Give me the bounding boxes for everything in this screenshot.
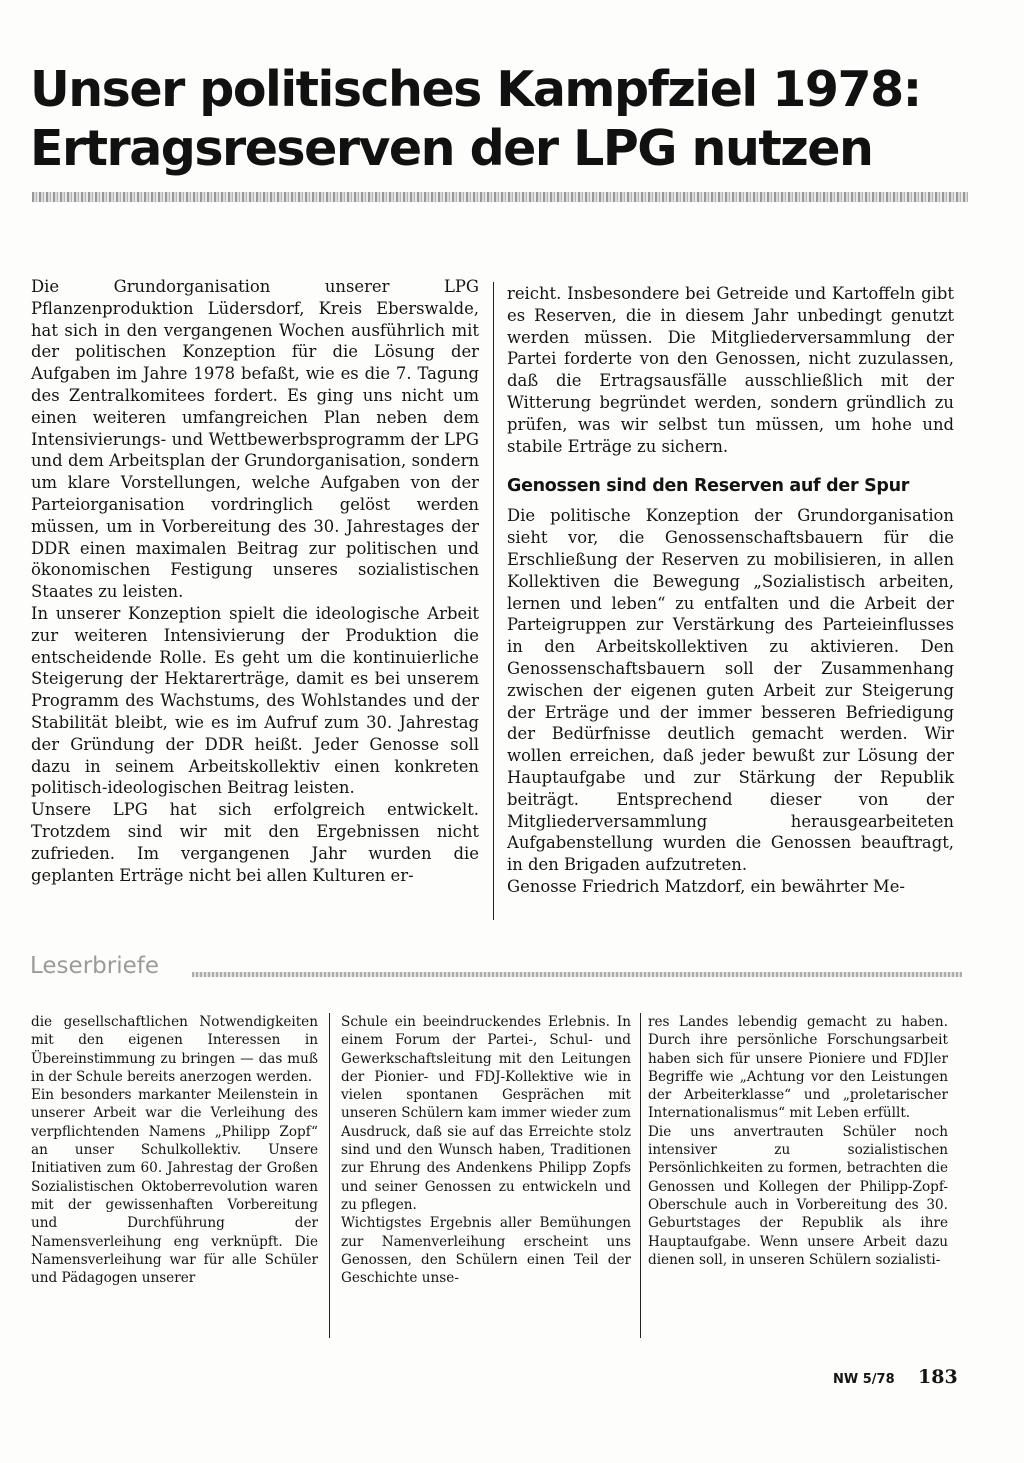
paragraph: Ein besonders markanter Meilenstein in unserer Arbeit war die Verleihung des verpflichtenden Namens „Philipp Zopf“ an unser Schulkollektiv. Unsere Initiativen zum 60. Jahrestag der Großen Sozialistischen Oktoberrevolution waren mit der gewissenhaften Vorbereitung und Durchführung der Namensverleihung eng verknüpft. Die Namensverleihung war für alle Schüler und Pädagogen unserer — [31, 1087, 318, 1287]
paragraph: Schule ein beeindruckendes Erlebnis. In einem Forum der Partei-, Schul- und Gewerkschaftsleitung mit den Leitungen der Pionier- und FDJ-Kollektive wie in vielen spontanen Gesprächen mit unseren Schülern kam immer wieder zum Ausdruck, daß sie auf das Erreichte stolz sind und den Wunsch haben, Traditionen zur Ehrung des Andenkens Philipp Zopfs und seiner Genossen zu entwickeln und zu pflegen. — [341, 1014, 631, 1213]
page-number: 183 — [918, 1366, 958, 1388]
paragraph: Wichtigstes Ergebnis aller Bemühungen zur Namenverleihung erscheint uns Genossen, den Schülern einen Teil der Geschichte unse- — [341, 1215, 631, 1287]
paragraph: reicht. Insbesondere bei Getreide und Kartoffeln gibt es Reserven, die in diesem Jahr unbedingt genutzt werden müssen. Die Mitgliederversammlung der Partei forderte von den Genossen, nicht zuzulassen, daß die Ertragsausfälle ausschließlich mit der Witterung begründet werden, sondern gründlich zu prüfen, was wir selbst tun müssen, um hohe und stabile Erträge zu sichern. — [507, 284, 954, 456]
magazine-issue: NW 5/78 — [833, 1372, 895, 1387]
paragraph: die gesellschaftlichen Notwendigkeiten mit den eigenen Interessen in Übereinstimmung zu bringen — das muß in der Schule bereits anerzogen werden. — [31, 1014, 318, 1085]
paragraph: In unserer Konzeption spielt die ideologische Arbeit zur weiteren Intensivierung der Produktion die entscheidende Rolle. Es geht um die kontinuierliche Steigerung der Hektarerträge, damit es bei unserem Programm des Wachstums, des Wohlstandes und der Stabilität bleibt, wie es im Aufruf zum 30. Jahrestag der Gründung der DDR heißt. Jeder Genosse soll dazu in seinem Arbeitskollektiv einen konkreten politisch-ideologischen Beitrag leisten. — [31, 603, 479, 798]
paragraph: Die politische Konzeption der Grundorganisation sieht vor, die Genossenschaftsbauern für die Erschließung der Reserven zu mobilisieren, in allen Kollektiven die Bewegung „Sozialistisch arbeiten, lernen und leben“ zu entfalten und die Arbeit der Parteigruppen zur Verstärkung des Parteieinflusses in den Arbeitskollektiven zu aktivieren. Den Genossenschaftsbauern soll der Zusammenhang zwischen der eigenen guten Arbeit zur Steigerung der Erträge und der immer besseren Befriedigung der Bedürfnisse deutlich gemacht werden. Wir wollen erreichen, daß jeder bewußt zur Lösung der Hauptaufgabe und zur Stärkung der Republik beiträgt. Entsprechend dieser von der Mitgliederversammlung herausgearbeiteten Aufgabenstellung wurden die Genossen beauftragt, in den Brigaden aufzutreten. — [507, 506, 954, 875]
paragraph: Die uns anvertrauten Schüler noch intensiver zu sozialistischen Persönlichkeiten zu formen, betrachten die Genossen und Kollegen der Philipp-Zopf-Oberschule auch in Vorbereitung des 30. Geburtstages der Republik als ihre Hauptaufgabe. Wenn unsere Arbeit dazu dienen soll, in unseren Schülern sozialisti- — [648, 1123, 948, 1268]
article-column-1 — [31, 276, 479, 886]
letters-column-3 — [648, 1013, 948, 1269]
title-rule — [32, 192, 968, 202]
subheading: Genossen sind den Reserven auf der Spur — [507, 476, 910, 497]
paragraph: Die Grundorganisation unserer LPG Pflanzenproduktion Lüdersdorf, Kreis Eberswalde, hat sich in den vergangenen Wochen ausführlich mit der politischen Konzeption für die Lösung der Aufgaben im Jahre 1978 befaßt, wie es die 7. Tagung des Zentralkomitees fordert. Es ging uns nicht um einen weiteren umfangreichen Plan neben dem Intensivierungs- und Wettbewerbsprogramm der LPG und dem Arbeitsplan der Grundorganisation, sondern um klare Vorstellungen, welche Aufgaben von der Parteiorganisation vordringlich gelöst werden müssen, um in Vorbereitung des 30. Jahrestages der DDR einen maximalen Beitrag zur politischen und ökonomischen Festigung unseres sozialistischen Staates zu leisten. — [31, 277, 479, 602]
column-divider — [493, 282, 494, 920]
letters-column-1 — [31, 1013, 318, 1287]
section-label: Leserbriefe — [30, 953, 159, 979]
column-divider — [329, 1013, 330, 1338]
column-divider — [640, 1013, 641, 1338]
article-title: Unser politisches Kampfziel 1978: Ertragsreserven der LPG nutzen — [30, 61, 921, 177]
paragraph: Genosse Friedrich Matzdorf, ein bewährter Me- — [507, 876, 905, 896]
paragraph: Unsere LPG hat sich erfolgreich entwickelt. Trotzdem sind wir mit den Ergebnissen nicht zufrieden. Im vergangenen Jahr wurden die geplanten Erträge nicht bei allen Kulturen er- — [31, 800, 479, 885]
letters-column-2 — [341, 1013, 631, 1287]
paragraph: res Landes lebendig gemacht zu haben. Durch ihre persönliche Forschungsarbeit haben sich für unsere Pioniere und FDJler Begriffe wie „Achtung vor den Leistungen der Arbeiterklasse“ und „proletarischer Internationalismus“ mit Leben erfüllt. — [648, 1014, 948, 1122]
section-rule — [192, 972, 962, 977]
article-column-2 — [507, 283, 954, 898]
